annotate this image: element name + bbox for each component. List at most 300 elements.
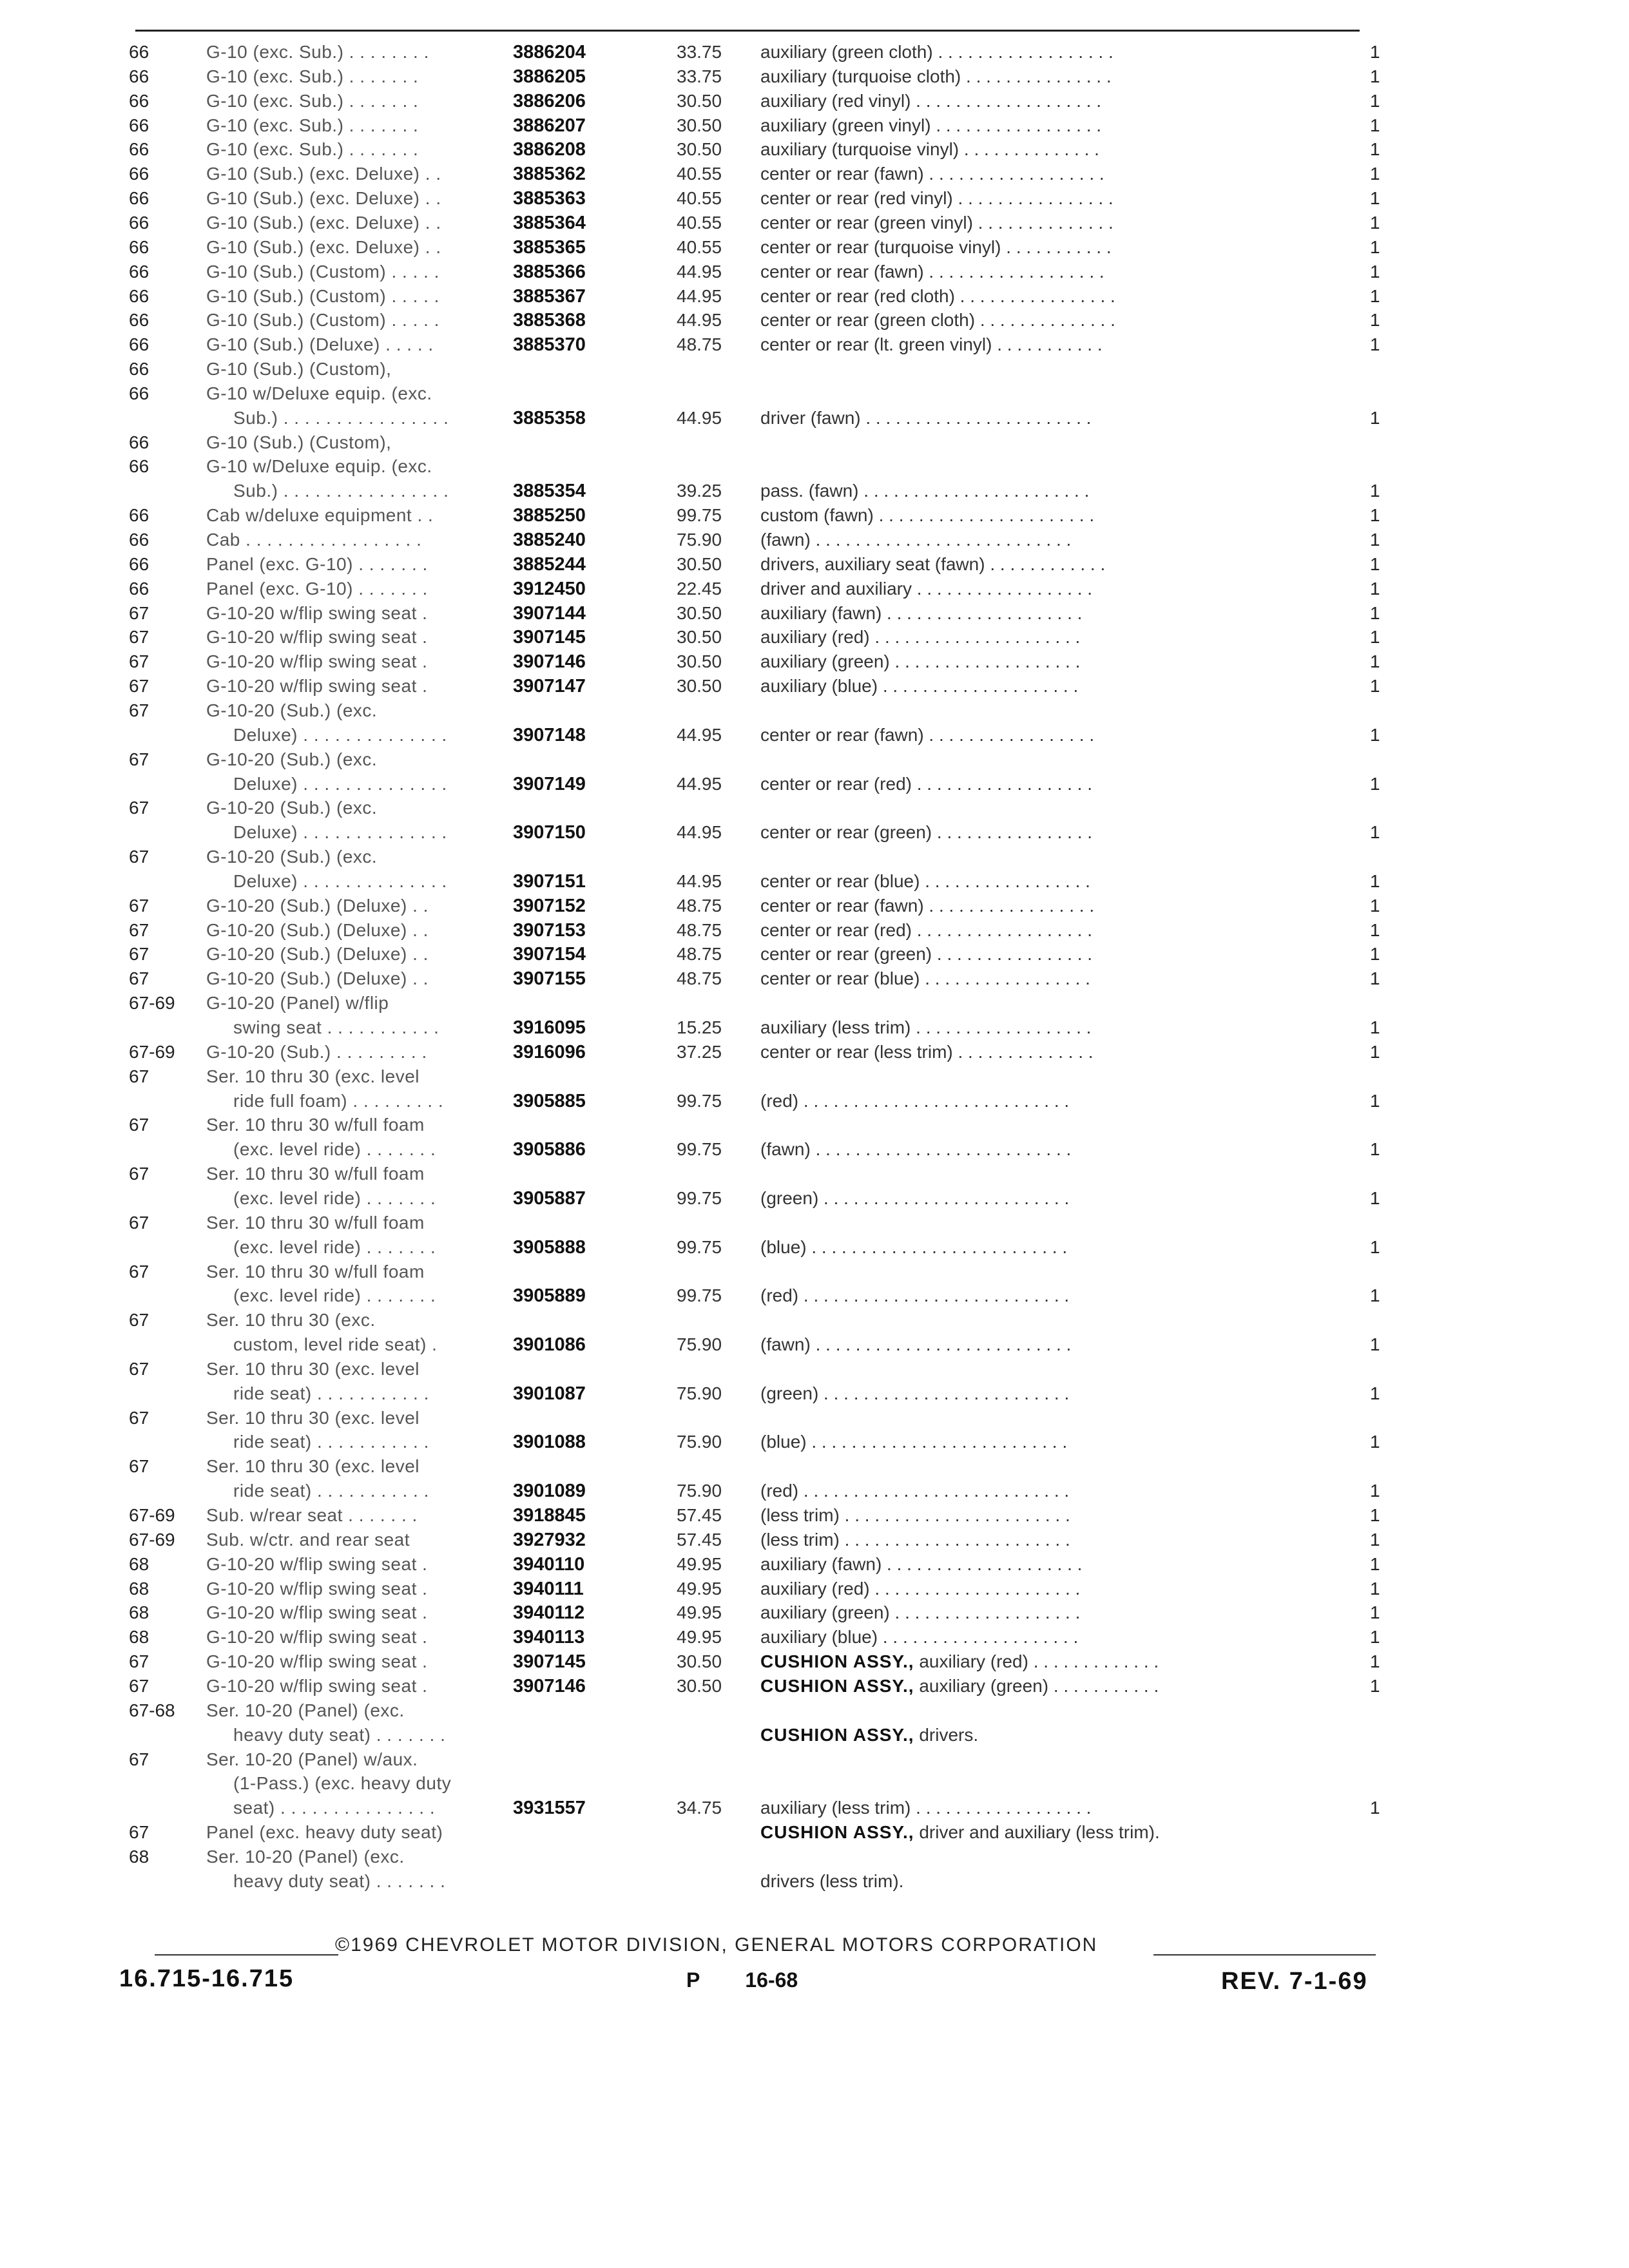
table-row [0,1649,1629,1675]
table-row [0,1845,1629,1870]
quantity-cell: 1 [1370,310,1380,331]
year-cell: 67 [129,1212,149,1233]
table-row [0,1552,1629,1578]
model-cell: Deluxe) . . . . . . . . . . . . . . [233,724,447,745]
model-cell: heavy duty seat) . . . . . . . [233,1870,446,1891]
description-cell [760,1283,1069,1308]
table-row [0,284,1629,310]
table-row [0,894,1629,919]
year-cell: 67 [129,1651,149,1672]
table-row [0,942,1629,968]
table-row [0,1089,1629,1115]
table-row [0,845,1629,870]
quantity-cell: 1 [1370,1481,1380,1501]
table-row [0,1040,1629,1066]
part-number-cell: 3940113 [513,1627,585,1648]
part-number-cell: 3916095 [513,1017,586,1038]
description-heading: CUSHION ASSY., [760,1822,914,1843]
year-cell: 67-69 [129,1505,175,1525]
model-cell: G-10 (exc. Sub.) . . . . . . . . [206,42,429,62]
part-number-cell: 3907152 [513,895,586,916]
description-text: auxiliary (red) . . . . . . . . . . . . . . . . . . . . . [760,627,1081,648]
table-row [0,308,1629,334]
price-cell: 30.50 [677,651,722,672]
table-row [0,381,1629,407]
description-heading: CUSHION ASSY., [760,1651,914,1672]
year-cell: 66 [129,359,149,380]
model-cell: G-10 (Sub.) (exc. Deluxe) . . [206,212,441,233]
year-cell: 67 [129,1407,149,1428]
model-cell: Deluxe) . . . . . . . . . . . . . . [233,773,447,794]
model-cell: G-10 (Sub.) (Custom), [206,432,392,452]
description-cell [760,308,1115,332]
description-cell [760,1577,1080,1601]
price-cell: 30.50 [677,1651,722,1672]
year-cell: 68 [129,1846,149,1867]
model-cell: G-10-20 w/flip swing seat . [206,1578,428,1599]
description-text: center or rear (red vinyl) . . . . . . . . . . . . . . . . [760,188,1113,209]
year-cell: 67 [129,944,149,965]
table-row [0,674,1629,700]
table-row [0,796,1629,822]
table-row [0,601,1629,627]
price-cell: 99.75 [677,1139,722,1160]
year-cell: 66 [129,578,149,599]
part-number-cell: 3885362 [513,164,586,185]
description-cell [760,674,1078,698]
description-cell [760,406,1091,430]
model-cell: Sub.) . . . . . . . . . . . . . . . . [233,407,449,428]
description-text: center or rear (blue) . . . . . . . . . . . . . . . . . [760,968,1090,989]
table-row [0,430,1629,456]
year-cell: 66 [129,383,149,403]
table-row [0,1260,1629,1285]
quantity-cell: 1 [1370,1041,1380,1062]
year-cell: 66 [129,530,149,550]
quantity-cell: 1 [1370,724,1380,745]
description-text: (fawn) . . . . . . . . . . . . . . . . . . . . . . . . . . [760,1334,1072,1355]
model-cell: Ser. 10-20 (Panel) (exc. [206,1846,405,1867]
description-text: drivers. [914,1724,979,1745]
model-cell: (exc. level ride) . . . . . . . [233,1187,436,1208]
table-row [0,552,1629,578]
model-cell: Ser. 10 thru 30 (exc. level [206,1407,420,1428]
price-cell: 33.75 [677,66,722,86]
model-cell: Deluxe) . . . . . . . . . . . . . . [233,870,447,891]
quantity-cell: 1 [1370,236,1380,257]
part-number-cell: 3940112 [513,1602,585,1624]
description-text: (blue) . . . . . . . . . . . . . . . . . . . . . . . . . . [760,1236,1068,1257]
price-cell: 30.50 [677,1675,722,1696]
part-number-cell: 3907153 [513,919,586,941]
part-number-cell: 3885240 [513,530,586,550]
description-text: auxiliary (green vinyl) . . . . . . . . . . . . . . . . . [760,115,1102,135]
price-cell: 40.55 [677,164,722,184]
description-text: auxiliary (blue) . . . . . . . . . . . . . . . . . . . . [760,676,1079,697]
model-cell: Ser. 10 thru 30 (exc. [206,1310,376,1331]
description-cell [760,1528,1070,1552]
quantity-cell: 1 [1370,822,1380,843]
description-text: (blue) . . . . . . . . . . . . . . . . . . . . . . . . . . [760,1432,1068,1452]
model-cell: G-10 (exc. Sub.) . . . . . . . [206,139,419,160]
model-cell: G-10-20 (Sub.) (exc. [206,700,378,720]
table-row [0,1747,1629,1773]
quantity-cell: 1 [1370,1553,1380,1574]
table-row [0,186,1629,212]
price-cell: 57.45 [677,1529,722,1550]
year-cell: 68 [129,1578,149,1599]
price-cell: 40.55 [677,188,722,209]
model-cell: G-10-20 w/flip swing seat . [206,651,428,672]
table-row [0,1600,1629,1626]
description-text: auxiliary (green) . . . . . . . . . . . [914,1675,1159,1696]
quantity-cell: 1 [1370,285,1380,306]
table-row [0,649,1629,675]
part-number-cell: 3905885 [513,1090,586,1111]
quantity-cell: 1 [1370,1529,1380,1550]
year-cell: 67 [129,1456,149,1477]
model-cell: Ser. 10 thru 30 w/full foam [206,1212,425,1233]
description-text: drivers (less trim). [760,1870,904,1891]
year-cell: 67 [129,968,149,989]
table-row [0,357,1629,383]
price-cell: 75.90 [677,1432,722,1452]
table-row [0,1796,1629,1821]
table-row [0,479,1629,505]
model-cell: Ser. 10 thru 30 (exc. level [206,1066,420,1086]
part-number-cell: 3907145 [513,627,586,648]
part-number-cell: 3927932 [513,1529,586,1550]
price-cell: 15.25 [677,1017,722,1037]
table-row [0,1186,1629,1212]
part-number-cell: 3912450 [513,578,586,599]
model-cell: Panel (exc. G-10) . . . . . . . [206,553,428,574]
description-cell [760,479,1089,503]
price-cell: 30.50 [677,676,722,697]
price-cell: 22.45 [677,578,722,599]
quantity-cell: 1 [1370,1334,1380,1355]
quantity-cell: 1 [1370,553,1380,574]
description-cell [760,1796,1091,1820]
description-text: (less trim) . . . . . . . . . . . . . . . . . . . . . . . [760,1505,1070,1525]
quantity-cell: 1 [1370,1675,1380,1696]
price-cell: 40.55 [677,212,722,233]
quantity-cell: 1 [1370,676,1380,697]
year-cell: 67 [129,1822,149,1843]
table-row [0,1162,1629,1187]
table-row [0,1015,1629,1041]
part-number-cell: 3886207 [513,115,586,136]
quantity-cell: 1 [1370,895,1380,916]
model-cell: Ser. 10 thru 30 w/full foam [206,1115,425,1135]
part-number-cell: 3886206 [513,90,586,111]
quantity-cell: 1 [1370,1187,1380,1208]
price-cell: 33.75 [677,42,722,62]
quantity-cell: 1 [1370,334,1380,355]
table-row [0,1137,1629,1163]
price-cell: 48.75 [677,919,722,940]
model-cell: G-10-20 w/flip swing seat . [206,676,428,697]
year-cell: 66 [129,285,149,306]
description-cell [760,1089,1069,1113]
year-cell: 66 [129,456,149,477]
model-cell: Cab w/deluxe equipment . . [206,505,434,526]
description-cell [760,1015,1091,1040]
table-row [0,40,1629,66]
description-text: custom (fawn) . . . . . . . . . . . . . . . . . . . . . . [760,505,1095,526]
year-cell: 66 [129,164,149,184]
description-cell [760,40,1113,64]
quantity-cell: 1 [1370,602,1380,623]
quantity-cell: 1 [1370,919,1380,940]
year-cell: 67 [129,1358,149,1379]
description-cell [760,1235,1067,1260]
year-cell: 68 [129,1553,149,1574]
part-number-cell: 3931557 [513,1798,586,1819]
year-cell: 67 [129,1115,149,1135]
description-cell [760,552,1105,577]
price-cell: 44.95 [677,822,722,843]
year-cell: 66 [129,212,149,233]
table-row [0,1625,1629,1651]
table-row [0,918,1629,944]
description-cell [760,723,1094,747]
year-cell: 67 [129,627,149,648]
model-cell: Panel (exc. G-10) . . . . . . . [206,578,428,599]
part-number-cell: 3940111 [513,1578,584,1599]
quantity-cell: 1 [1370,115,1380,135]
description-text: auxiliary (turquoise vinyl) . . . . . . . . . . . . . . [760,139,1099,160]
description-cell [760,1137,1071,1162]
year-cell: 67 [129,1749,149,1769]
table-row [0,1430,1629,1456]
table-row [0,1211,1629,1236]
model-cell: Cab . . . . . . . . . . . . . . . . . [206,530,422,550]
table-row [0,1771,1629,1797]
year-cell: 66 [129,310,149,331]
quantity-cell: 1 [1370,627,1380,648]
price-cell: 99.75 [677,1285,722,1306]
price-cell: 48.75 [677,895,722,916]
footer-section-number: 16.715-16.715 [119,1965,294,1992]
quantity-cell: 1 [1370,188,1380,209]
description-text: (red) . . . . . . . . . . . . . . . . . . . . . . . . . . . [760,1090,1070,1111]
description-text: (fawn) . . . . . . . . . . . . . . . . . . . . . . . . . . [760,530,1072,550]
model-cell: Ser. 10-20 (Panel) (exc. [206,1700,405,1720]
model-cell: G-10 (Sub.) (Deluxe) . . . . . [206,334,434,355]
model-cell: Ser. 10-20 (Panel) w/aux. [206,1749,418,1769]
model-cell: Ser. 10 thru 30 w/full foam [206,1164,425,1184]
table-row [0,1479,1629,1504]
price-cell: 49.95 [677,1602,722,1623]
table-row [0,89,1629,115]
description-text: center or rear (green cloth) . . . . . . . . . . . . . . [760,310,1115,331]
part-number-cell: 3886204 [513,42,586,62]
quantity-cell: 1 [1370,1285,1380,1306]
description-cell [760,625,1080,649]
model-cell: G-10-20 (Sub.) . . . . . . . . . [206,1041,427,1062]
quantity-cell: 1 [1370,407,1380,428]
quantity-cell: 1 [1370,1432,1380,1452]
table-row [0,1308,1629,1334]
model-cell: heavy duty seat) . . . . . . . [233,1724,446,1745]
part-number-cell: 3905886 [513,1139,586,1160]
description-cell [760,1040,1094,1064]
model-cell: (1-Pass.) (exc. heavy duty [233,1773,452,1794]
description-cell [760,966,1090,991]
description-text: (green) . . . . . . . . . . . . . . . . . . . . . . . . . [760,1383,1070,1403]
year-cell: 67 [129,895,149,916]
price-cell: 49.95 [677,1627,722,1648]
year-cell: 67 [129,1310,149,1331]
part-number-cell: 3886205 [513,66,586,87]
description-text: center or rear (red cloth) . . . . . . . . . . . . . . . . [760,285,1115,306]
year-cell: 66 [129,42,149,62]
description-text: driver and auxiliary . . . . . . . . . . . . . . . . . . [760,578,1093,599]
part-number-cell: 3907154 [513,944,586,965]
model-cell: Ser. 10 thru 30 (exc. level [206,1456,420,1477]
quantity-cell: 1 [1370,578,1380,599]
description-cell [760,137,1099,162]
table-row [0,1406,1629,1432]
price-cell: 30.50 [677,602,722,623]
part-number-cell: 3907155 [513,968,586,990]
table-row [0,577,1629,602]
quantity-cell: 1 [1370,530,1380,550]
description-text: center or rear (red) . . . . . . . . . . . . . . . . . . [760,773,1093,794]
model-cell: Ser. 10 thru 30 (exc. level [206,1358,420,1379]
description-text: center or rear (fawn) . . . . . . . . . . . . . . . . . [760,895,1095,916]
model-cell: G-10 (Sub.) (Custom) . . . . . [206,310,439,331]
description-cell [760,503,1094,528]
description-cell [760,1552,1082,1577]
price-cell: 34.75 [677,1798,722,1818]
model-cell: G-10 w/Deluxe equip. (exc. [206,456,432,477]
model-cell: G-10 (Sub.) (exc. Deluxe) . . [206,236,441,257]
description-text: center or rear (red) . . . . . . . . . . . . . . . . . . [760,919,1093,940]
description-text: (red) . . . . . . . . . . . . . . . . . . . . . . . . . . . [760,1481,1070,1501]
part-number-cell: 3905889 [513,1285,586,1307]
model-cell: G-10-20 (Sub.) (Deluxe) . . [206,919,429,940]
description-cell [760,1600,1080,1625]
year-cell: 67 [129,1675,149,1696]
table-row [0,211,1629,236]
model-cell: G-10-20 w/flip swing seat . [206,1553,428,1574]
price-cell: 49.95 [677,1553,722,1574]
model-cell: G-10 (exc. Sub.) . . . . . . . [206,66,419,86]
model-cell: G-10-20 w/flip swing seat . [206,602,428,623]
model-cell: G-10 w/Deluxe equip. (exc. [206,383,432,403]
model-cell: ride seat) . . . . . . . . . . . [233,1383,429,1403]
model-cell: G-10-20 w/flip swing seat . [206,627,428,648]
table-row [0,820,1629,846]
description-cell [760,211,1113,235]
part-number-cell: 3885367 [513,285,586,307]
table-row [0,966,1629,992]
year-cell: 67 [129,1261,149,1282]
model-cell: ride full foam) . . . . . . . . . [233,1090,444,1111]
model-cell: custom, level ride seat) . [233,1334,438,1355]
description-text: auxiliary (less trim) . . . . . . . . . . . . . . . . . . [760,1017,1092,1037]
table-row [0,1674,1629,1700]
table-row [0,1064,1629,1090]
table-row [0,162,1629,187]
quantity-cell: 1 [1370,968,1380,989]
description-text: auxiliary (green cloth) . . . . . . . . . . . . . . . . . . [760,42,1113,62]
quantity-cell: 1 [1370,1017,1380,1037]
table-row [0,772,1629,798]
description-cell [760,64,1112,89]
price-cell: 44.95 [677,407,722,428]
year-cell: 66 [129,236,149,257]
description-cell [760,820,1092,845]
table-row [0,113,1629,139]
part-number-cell: 3905887 [513,1187,586,1209]
part-number-cell: 3907146 [513,651,586,673]
description-text: center or rear (green) . . . . . . . . . . . . . . . . [760,944,1093,965]
table-row [0,1503,1629,1529]
description-text: (red) . . . . . . . . . . . . . . . . . . . . . . . . . . . [760,1285,1070,1306]
description-cell [760,772,1092,796]
part-number-cell: 3907147 [513,676,586,697]
quantity-cell: 1 [1370,1236,1380,1257]
description-cell [760,528,1071,552]
year-cell: 66 [129,188,149,209]
year-cell: 67 [129,847,149,867]
price-cell: 30.50 [677,115,722,135]
description-heading: CUSHION ASSY., [760,1675,914,1696]
description-cell [760,1625,1078,1649]
description-heading: CUSHION ASSY., [760,1724,914,1745]
part-number-cell: 3907149 [513,773,586,794]
description-text: center or rear (green) . . . . . . . . . . . . . . . . [760,822,1093,843]
table-row [0,991,1629,1017]
description-cell [760,649,1080,674]
year-cell: 67-68 [129,1700,175,1720]
year-cell: 66 [129,553,149,574]
model-cell: G-10 (Sub.) (Custom) . . . . . [206,285,439,306]
price-cell: 75.90 [677,530,722,550]
part-number-cell: 3885370 [513,334,586,356]
part-number-cell: 3886208 [513,139,586,160]
description-text: center or rear (fawn) . . . . . . . . . . . . . . . . . . [760,164,1104,184]
year-cell: 66 [129,66,149,86]
table-row [0,723,1629,749]
description-text: center or rear (fawn) . . . . . . . . . . . . . . . . . . [760,261,1104,282]
description-text: (green) . . . . . . . . . . . . . . . . . . . . . . . . . [760,1187,1070,1208]
part-number-cell: 3885244 [513,553,586,575]
model-cell: G-10 (Sub.) (exc. Deluxe) . . [206,188,441,209]
model-cell: G-10-20 w/flip swing seat . [206,1602,428,1623]
part-number-cell: 3885354 [513,481,586,502]
table-row [0,64,1629,90]
description-text: center or rear (green vinyl) . . . . . . . . . . . . . . [760,212,1113,233]
price-cell: 30.50 [677,627,722,648]
model-cell: G-10 (exc. Sub.) . . . . . . . [206,90,419,111]
quantity-cell: 1 [1370,42,1380,62]
model-cell: G-10 (Sub.) (exc. Deluxe) . . [206,164,441,184]
model-cell: ride seat) . . . . . . . . . . . [233,1481,429,1501]
part-number-cell: 3907144 [513,602,586,624]
table-row [0,869,1629,895]
table-row [0,698,1629,724]
description-cell [760,1649,1159,1674]
table-row [0,332,1629,358]
quantity-cell: 1 [1370,870,1380,891]
description-text: pass. (fawn) . . . . . . . . . . . . . . . . . . . . . . . [760,481,1090,501]
year-cell: 67 [129,749,149,769]
price-cell: 39.25 [677,481,722,501]
